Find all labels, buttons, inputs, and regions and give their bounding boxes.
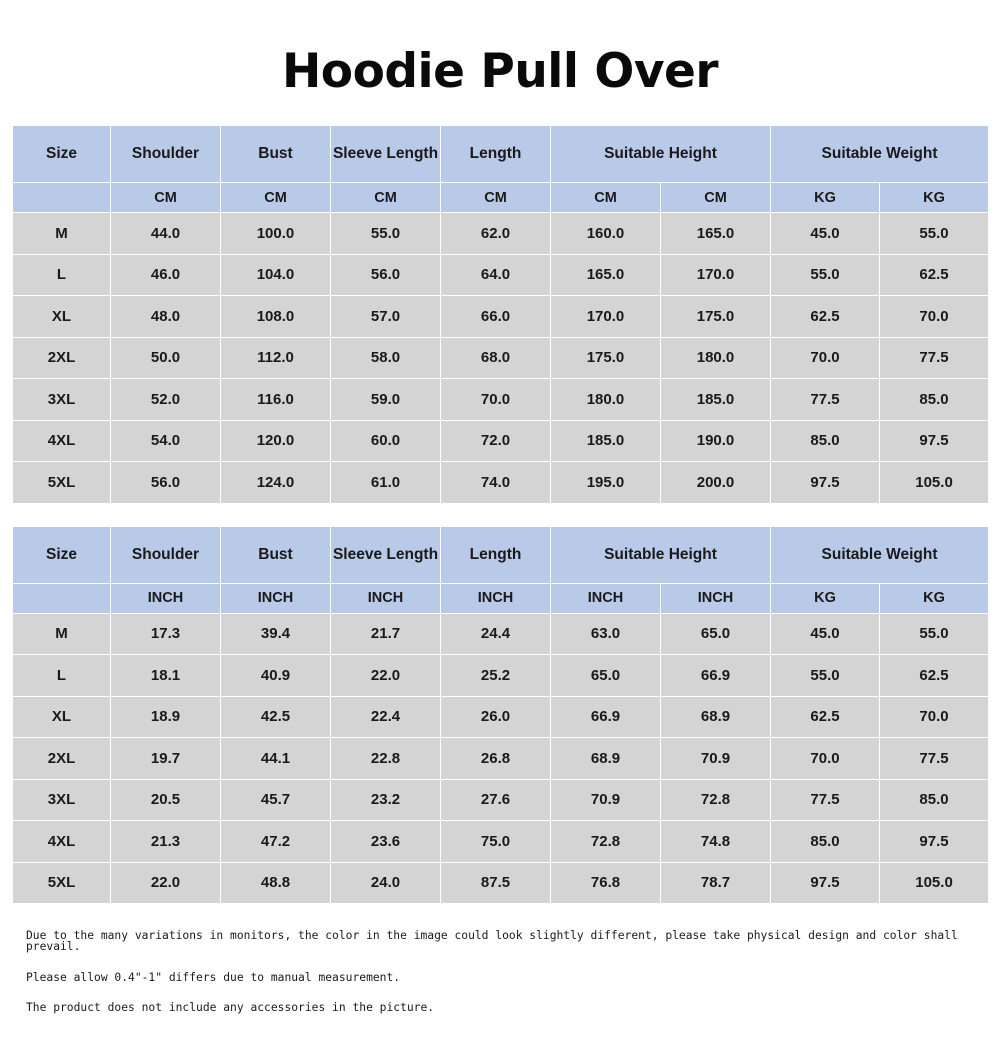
cell-height-max: 185.0	[661, 379, 771, 421]
cell-bust: 120.0	[221, 420, 331, 462]
cell-weight-max: 77.5	[880, 337, 989, 379]
table-unit-row	[13, 183, 989, 213]
cell-length: 70.0	[441, 379, 551, 421]
header-suitable-weight: Suitable Weight	[771, 126, 989, 183]
cell-height-min: 160.0	[551, 213, 661, 255]
cell-bust: 116.0	[221, 379, 331, 421]
cell-size: 4XL	[13, 821, 111, 863]
cell-bust: 124.0	[221, 462, 331, 504]
cell-length: 25.2	[441, 655, 551, 697]
cell-weight-max: 77.5	[880, 738, 989, 780]
header-suitable-weight: Suitable Weight	[771, 526, 989, 583]
cell-bust: 42.5	[221, 696, 331, 738]
header-size: Size	[13, 126, 111, 183]
cell-weight-min: 85.0	[771, 420, 880, 462]
cell-shoulder: 18.9	[111, 696, 221, 738]
cell-height-max: 78.7	[661, 862, 771, 904]
cell-length: 64.0	[441, 254, 551, 296]
cell-shoulder: 18.1	[111, 655, 221, 697]
cell-height-max: 68.9	[661, 696, 771, 738]
cell-bust: 47.2	[221, 821, 331, 863]
unit-size	[13, 183, 111, 213]
cell-sleeve: 56.0	[331, 254, 441, 296]
cell-weight-max: 105.0	[880, 462, 989, 504]
unit-shoulder: INCH	[111, 583, 221, 613]
cell-sleeve: 59.0	[331, 379, 441, 421]
cell-size: 2XL	[13, 337, 111, 379]
header-length: Length	[441, 126, 551, 183]
unit-size	[13, 583, 111, 613]
cell-height-min: 65.0	[551, 655, 661, 697]
cell-length: 87.5	[441, 862, 551, 904]
cell-bust: 112.0	[221, 337, 331, 379]
cell-bust: 45.7	[221, 779, 331, 821]
cell-size: XL	[13, 696, 111, 738]
cell-length: 74.0	[441, 462, 551, 504]
cell-sleeve: 23.2	[331, 779, 441, 821]
cell-weight-min: 70.0	[771, 337, 880, 379]
cell-height-min: 175.0	[551, 337, 661, 379]
cell-size: 3XL	[13, 379, 111, 421]
cell-weight-max: 85.0	[880, 779, 989, 821]
table-row	[13, 337, 989, 379]
cell-height-max: 170.0	[661, 254, 771, 296]
cell-size: 5XL	[13, 862, 111, 904]
unit-weight-min: KG	[771, 183, 880, 213]
cell-sleeve: 22.4	[331, 696, 441, 738]
cell-size: L	[13, 655, 111, 697]
size-chart-page	[0, 44, 1000, 1044]
cell-sleeve: 21.7	[331, 613, 441, 655]
cell-height-max: 190.0	[661, 420, 771, 462]
cell-weight-min: 55.0	[771, 254, 880, 296]
table-header-row	[13, 126, 989, 183]
header-sleeve-length: Sleeve Length	[331, 126, 441, 183]
unit-weight-max: KG	[880, 183, 989, 213]
cell-height-max: 70.9	[661, 738, 771, 780]
cell-height-min: 66.9	[551, 696, 661, 738]
cell-height-min: 165.0	[551, 254, 661, 296]
cell-shoulder: 22.0	[111, 862, 221, 904]
note-color-variation: Due to the many variations in monitors, the color in the image could look slightly different, please take physical design and color shall prevail.	[26, 929, 958, 954]
header-suitable-height: Suitable Height	[551, 526, 771, 583]
cell-bust: 44.1	[221, 738, 331, 780]
cell-shoulder: 20.5	[111, 779, 221, 821]
cell-shoulder: 19.7	[111, 738, 221, 780]
cell-height-max: 65.0	[661, 613, 771, 655]
cell-sleeve: 58.0	[331, 337, 441, 379]
cell-length: 26.8	[441, 738, 551, 780]
unit-sleeve: CM	[331, 183, 441, 213]
cell-weight-max: 55.0	[880, 213, 989, 255]
cell-weight-min: 97.5	[771, 862, 880, 904]
cell-length: 26.0	[441, 696, 551, 738]
cell-size: 5XL	[13, 462, 111, 504]
cell-height-max: 66.9	[661, 655, 771, 697]
cell-shoulder: 21.3	[111, 821, 221, 863]
cell-height-max: 72.8	[661, 779, 771, 821]
cell-size: XL	[13, 296, 111, 338]
table-row	[13, 462, 989, 504]
cell-shoulder: 54.0	[111, 420, 221, 462]
cell-length: 68.0	[441, 337, 551, 379]
cell-weight-min: 55.0	[771, 655, 880, 697]
size-table-inch	[12, 526, 989, 905]
disclaimer-notes	[26, 930, 988, 1013]
header-size: Size	[13, 526, 111, 583]
unit-sleeve: INCH	[331, 583, 441, 613]
cell-height-min: 70.9	[551, 779, 661, 821]
header-suitable-height: Suitable Height	[551, 126, 771, 183]
cell-height-min: 170.0	[551, 296, 661, 338]
cell-weight-max: 62.5	[880, 655, 989, 697]
table-header-row	[13, 526, 989, 583]
cell-height-min: 63.0	[551, 613, 661, 655]
cell-weight-min: 97.5	[771, 462, 880, 504]
header-bust: Bust	[221, 526, 331, 583]
table-row	[13, 296, 989, 338]
cell-sleeve: 22.0	[331, 655, 441, 697]
note-measurement-tolerance: Please allow 0.4"-1" differs due to manual measurement.	[26, 970, 401, 984]
cell-sleeve: 23.6	[331, 821, 441, 863]
cell-length: 24.4	[441, 613, 551, 655]
cell-weight-min: 77.5	[771, 779, 880, 821]
cell-sleeve: 22.8	[331, 738, 441, 780]
cell-height-min: 76.8	[551, 862, 661, 904]
cell-weight-min: 45.0	[771, 613, 880, 655]
cell-shoulder: 48.0	[111, 296, 221, 338]
cell-weight-min: 62.5	[771, 696, 880, 738]
cell-sleeve: 24.0	[331, 862, 441, 904]
header-shoulder: Shoulder	[111, 526, 221, 583]
table-row	[13, 254, 989, 296]
unit-height-min: INCH	[551, 583, 661, 613]
header-bust: Bust	[221, 126, 331, 183]
cell-bust: 100.0	[221, 213, 331, 255]
cell-sleeve: 57.0	[331, 296, 441, 338]
cell-sleeve: 55.0	[331, 213, 441, 255]
table-row	[13, 779, 989, 821]
cell-weight-min: 45.0	[771, 213, 880, 255]
table-row	[13, 821, 989, 863]
unit-height-max: CM	[661, 183, 771, 213]
unit-shoulder: CM	[111, 183, 221, 213]
cell-shoulder: 44.0	[111, 213, 221, 255]
cell-size: 2XL	[13, 738, 111, 780]
cell-bust: 40.9	[221, 655, 331, 697]
page-title: Hoodie Pull Over	[281, 44, 719, 99]
cell-size: M	[13, 613, 111, 655]
unit-height-max: INCH	[661, 583, 771, 613]
table-row	[13, 862, 989, 904]
cell-weight-max: 97.5	[880, 420, 989, 462]
cell-shoulder: 17.3	[111, 613, 221, 655]
table-unit-row	[13, 583, 989, 613]
cell-bust: 104.0	[221, 254, 331, 296]
cell-weight-max: 62.5	[880, 254, 989, 296]
table-row	[13, 379, 989, 421]
cell-sleeve: 61.0	[331, 462, 441, 504]
cell-height-max: 165.0	[661, 213, 771, 255]
cell-height-min: 72.8	[551, 821, 661, 863]
cell-weight-min: 70.0	[771, 738, 880, 780]
cell-bust: 39.4	[221, 613, 331, 655]
cell-length: 72.0	[441, 420, 551, 462]
cell-size: 3XL	[13, 779, 111, 821]
cell-height-min: 185.0	[551, 420, 661, 462]
unit-length: INCH	[441, 583, 551, 613]
cell-height-min: 195.0	[551, 462, 661, 504]
cell-size: M	[13, 213, 111, 255]
table-row	[13, 738, 989, 780]
unit-bust: CM	[221, 183, 331, 213]
cell-height-max: 200.0	[661, 462, 771, 504]
cell-weight-min: 62.5	[771, 296, 880, 338]
table-row	[13, 213, 989, 255]
cell-size: 4XL	[13, 420, 111, 462]
cell-length: 27.6	[441, 779, 551, 821]
table-row	[13, 696, 989, 738]
header-shoulder: Shoulder	[111, 126, 221, 183]
cell-height-max: 175.0	[661, 296, 771, 338]
unit-bust: INCH	[221, 583, 331, 613]
size-table-cm	[12, 125, 989, 504]
cell-weight-min: 77.5	[771, 379, 880, 421]
unit-weight-max: KG	[880, 583, 989, 613]
unit-length: CM	[441, 183, 551, 213]
header-length: Length	[441, 526, 551, 583]
cell-weight-min: 85.0	[771, 821, 880, 863]
cell-bust: 108.0	[221, 296, 331, 338]
cell-height-max: 74.8	[661, 821, 771, 863]
table-divider	[12, 504, 988, 526]
cell-weight-max: 105.0	[880, 862, 989, 904]
cell-weight-max: 70.0	[880, 296, 989, 338]
unit-weight-min: KG	[771, 583, 880, 613]
cell-shoulder: 50.0	[111, 337, 221, 379]
cell-weight-max: 97.5	[880, 821, 989, 863]
table-row	[13, 420, 989, 462]
cell-shoulder: 56.0	[111, 462, 221, 504]
cell-length: 66.0	[441, 296, 551, 338]
cell-bust: 48.8	[221, 862, 331, 904]
cell-shoulder: 52.0	[111, 379, 221, 421]
note-accessories: The product does not include any accessories in the picture.	[26, 1000, 435, 1014]
cell-height-max: 180.0	[661, 337, 771, 379]
cell-height-min: 68.9	[551, 738, 661, 780]
unit-height-min: CM	[551, 183, 661, 213]
table-row	[13, 613, 989, 655]
table-row	[13, 655, 989, 697]
cell-weight-max: 55.0	[880, 613, 989, 655]
cell-length: 75.0	[441, 821, 551, 863]
cell-size: L	[13, 254, 111, 296]
cell-weight-max: 70.0	[880, 696, 989, 738]
cell-length: 62.0	[441, 213, 551, 255]
header-sleeve-length: Sleeve Length	[331, 526, 441, 583]
cell-shoulder: 46.0	[111, 254, 221, 296]
cell-height-min: 180.0	[551, 379, 661, 421]
cell-weight-max: 85.0	[880, 379, 989, 421]
cell-sleeve: 60.0	[331, 420, 441, 462]
